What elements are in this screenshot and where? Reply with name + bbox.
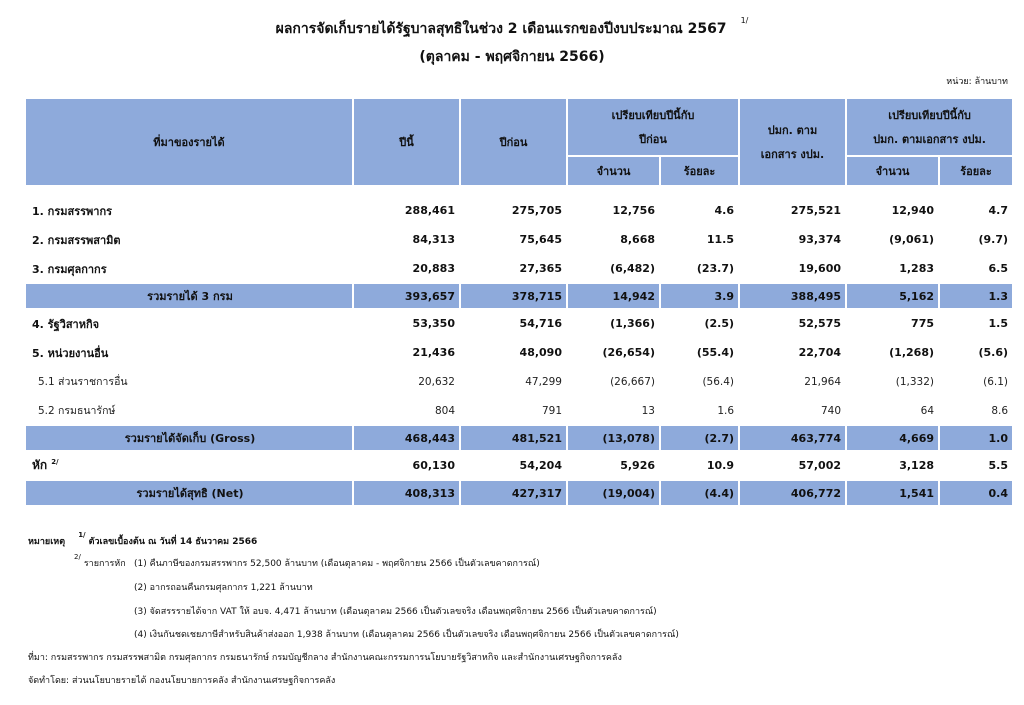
gross-total-row: รวมรายได้จัดเก็บ (Gross) 468,443 481,521 (13,078) (2.7) 463,774 4,669 1.0: [26, 426, 1012, 450]
unit-label: หน่วย: ล้านบาท: [946, 77, 1008, 87]
header-percent: ร้อยละ: [661, 157, 738, 185]
subtotal-row: รวมรายได้ 3 กรม 393,657 378,715 14,942 3.9 388,495 5,162 1.3: [26, 284, 1012, 308]
deduction-footnote-mark: 2/: [51, 458, 59, 466]
header-percent-estimate: ร้อยละ: [940, 157, 1012, 185]
header-source: ที่มาของรายได้: [26, 99, 352, 185]
report-title: ผลการจัดเก็บรายได้รัฐบาลสุทธิในช่วง 2 เดือนแรกของปีงบประมาณ $2567^{1/}$: [275, 16, 749, 37]
deduction-item-3: (3) จัดสรรรายได้จาก VAT ให้ อบจ. 4,471 ล้านบาท (เดือนตุลาคม 2566 เป็นตัวเลขจริง เดือนพฤศจิกายน 2566 เป็นตัวเลขคาดการณ์): [134, 607, 657, 617]
header-vs-last-year: เปรียบเทียบปีนี้กับ ปีก่อน: [568, 99, 738, 155]
header-amount-estimate: จำนวน: [847, 157, 938, 185]
header-vs-estimate: เปรียบเทียบปีนี้กับ ปมก. ตามเอกสาร งปม.: [847, 99, 1012, 155]
remark-line: หมายเหตุ $^{1/}$ตัวเลขเบื้องต้น ณ วันที่ 14 ธันวาคม 2566: [28, 531, 258, 547]
table-row: 1. กรมสรรพากร 288,461 275,705 12,756 4.6 275,521 12,940 4.7: [32, 204, 1009, 218]
deduction-item-4: (4) เงินกันชดเชยภาษีสำหรับสินค้าส่งออก 1,938 ล้านบาท (เดือนตุลาคม 2566 เป็นตัวเลขจริง เดือนพฤศจิกายน 2566 เป็นตัวเลขคาดการณ์): [134, 630, 679, 640]
header-estimate: ปมก. ตาม เอกสาร งปม.: [740, 99, 845, 185]
net-total-row: รวมรายได้สุทธิ (Net) 408,313 427,317 (19,004) (4.4) 406,772 1,541 0.4: [26, 481, 1012, 505]
deduction-note: $^{2/}$รายการหัก: [74, 553, 126, 569]
table-row: 4. รัฐวิสาหกิจ 53,350 54,716 (1,366) (2.5) 52,575 775 1.5: [32, 317, 1009, 331]
header-amount: จำนวน: [568, 157, 659, 185]
prepared-by-note: จัดทำโดย: ส่วนนโยบายรายได้ กองนโยบายการคลัง สำนักงานเศรษฐกิจการคลัง: [28, 676, 336, 686]
deduction-item-1: (1) คืนภาษีของกรมสรรพากร 52,500 ล้านบาท (เดือนตุลาคม - พฤศจิกายน 2566 เป็นตัวเลขคาดการณ์): [134, 559, 540, 569]
header-last-year: ปีก่อน: [461, 99, 566, 185]
table-row: 5. หน่วยงานอื่น 21,436 48,090 (26,654) (55.4) 22,704 (1,268) (5.6): [32, 346, 1009, 360]
table-row: 2. กรมสรรพสามิต 84,313 75,645 8,668 11.5 93,374 (9,061) (9.7): [32, 233, 1009, 247]
report-subtitle: (ตุลาคม - พฤศจิกายน 2566): [419, 49, 605, 65]
deduction-row: หัก $^{2/}$ 60,130 54,204 5,926 10.9 57,002 3,128 5.5: [32, 458, 1009, 472]
table-row: 5.2 กรมธนารักษ์ 804 791 13 1.6 740 64 8.6: [38, 404, 1009, 417]
header-this-year: ปีนี้: [354, 99, 459, 185]
table-row: 5.1 ส่วนราชการอื่น 20,632 47,299 (26,667) (56.4) 21,964 (1,332) (6.1): [38, 375, 1009, 388]
deduction-item-2: (2) อากรถอนคืนกรมศุลกากร 1,221 ล้านบาท: [134, 583, 313, 593]
title-footnote-mark: 1/: [740, 16, 749, 26]
source-note: ที่มา: กรมสรรพากร กรมสรรพสามิต กรมศุลกากร กรมธนารักษ์ กรมบัญชีกลาง สำนักงานคณะกรรมการนโยบายรัฐวิสาหกิจ และสำนักงานเศรษฐกิจการคลัง: [28, 653, 622, 663]
revenue-table: [24, 97, 1014, 507]
table-row: 3. กรมศุลกากร 20,883 27,365 (6,482) (23.7) 19,600 1,283 6.5: [32, 262, 1009, 276]
